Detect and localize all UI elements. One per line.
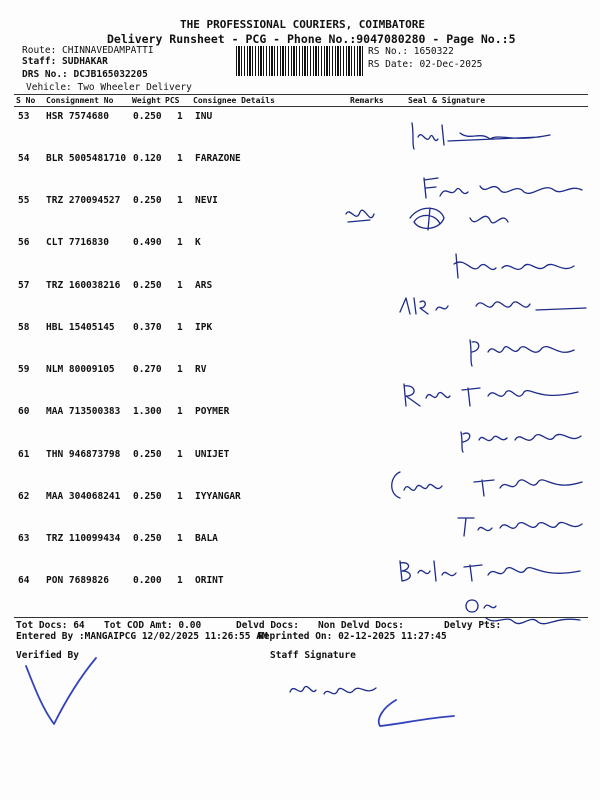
header-divider-top — [14, 94, 588, 95]
row-consignment: NLM 80009105 — [46, 364, 115, 375]
vehicle-label: Vehicle: Two Wheeler Delivery — [26, 82, 192, 93]
approval-tick-mark — [370, 694, 460, 734]
signature-row-56 — [450, 250, 590, 282]
total-cod-amount: Tot COD Amt: 0.00 — [104, 620, 202, 631]
col-consignee: Consignee Details — [193, 96, 275, 105]
row-consignee: BALA — [195, 533, 218, 544]
row-consignee: RV — [195, 364, 207, 375]
row-pcs: 1 — [177, 237, 183, 248]
row-sno: 60 — [18, 406, 30, 417]
signature-row-61 — [386, 466, 586, 502]
row-pcs: 1 — [177, 533, 183, 544]
row-weight: 0.200 — [133, 575, 162, 586]
row-sno: 59 — [18, 364, 30, 375]
verified-by-signature — [20, 652, 100, 732]
row-consignment: TRZ 160038216 — [46, 280, 121, 291]
col-seal-signature: Seal & Signature — [408, 96, 486, 105]
reprinted-on: Reprinted On: 02-12-2025 11:27:45 — [258, 631, 447, 642]
barcode — [236, 46, 364, 76]
row-sno: 58 — [18, 322, 30, 333]
signature-row-60 — [455, 422, 585, 454]
row-consignee: INU — [195, 111, 213, 122]
col-weight: Weight — [132, 96, 161, 105]
entered-by: Entered By :MANGAIPCG 12/02/2025 11:26:55 AM — [16, 631, 268, 642]
delivered-docs: Delvd Docs: — [236, 620, 299, 631]
row-consignment: MAA 304068241 — [46, 491, 121, 502]
row-consignment: CLT 7716830 — [46, 237, 109, 248]
row-weight: 0.250 — [133, 195, 162, 206]
row-pcs: 1 — [177, 153, 183, 164]
row-weight: 0.250 — [133, 491, 162, 502]
row-pcs: 1 — [177, 280, 183, 291]
row-weight: 0.120 — [133, 153, 162, 164]
row-weight: 0.250 — [133, 449, 162, 460]
row-sno: 63 — [18, 533, 30, 544]
signature-row-62 — [454, 510, 584, 544]
rs-date: RS Date: 02-Dec-2025 — [368, 59, 483, 70]
row-consignee: POYMER — [195, 406, 230, 417]
row-pcs: 1 — [177, 406, 183, 417]
table-row — [0, 153, 600, 167]
row-weight: 0.370 — [133, 322, 162, 333]
row-sno: 54 — [18, 153, 30, 164]
footer-divider — [14, 617, 588, 618]
col-remarks: Remarks — [350, 96, 384, 105]
row-consignment: TRZ 270094527 — [46, 195, 121, 206]
row-pcs: 1 — [177, 322, 183, 333]
row-consignee: FARAZONE — [195, 153, 241, 164]
row-consignment: THN 946873798 — [46, 449, 121, 460]
route-label: Route: CHINNAVEDAMPATTI — [22, 45, 154, 56]
row-consignment: MAA 713500383 — [46, 406, 121, 417]
row-weight: 0.490 — [133, 237, 162, 248]
row-consignee: NEVI — [195, 195, 218, 206]
verified-by-label: Verified By — [16, 650, 79, 661]
row-consignment: HSR 7574680 — [46, 111, 109, 122]
col-consignment: Consignment No — [46, 96, 114, 105]
row-pcs: 1 — [177, 575, 183, 586]
row-sno: 55 — [18, 195, 30, 206]
row-pcs: 1 — [177, 111, 183, 122]
row-sno: 57 — [18, 280, 30, 291]
row-consignee: K — [195, 237, 201, 248]
runsheet-subtitle: Delivery Runsheet - PCG - Phone No.:9047080280 - Page No.:5 — [107, 32, 516, 46]
staff-label: Staff: SUDHAKAR — [22, 56, 108, 67]
row-sno: 56 — [18, 237, 30, 248]
row-consignee: UNIJET — [195, 449, 230, 460]
row-sno: 62 — [18, 491, 30, 502]
row-consignment: PON 7689826 — [46, 575, 109, 586]
col-sno: S No — [16, 96, 36, 105]
row-consignee: ARS — [195, 280, 213, 291]
delivery-points: Delvy Pts: — [444, 620, 502, 631]
row-weight: 1.300 — [133, 406, 162, 417]
drs-label: DRS No.: DCJB165032205 — [22, 69, 148, 80]
row-consignee: ORINT — [195, 575, 224, 586]
row-weight: 0.250 — [133, 111, 162, 122]
signature-row-54 — [420, 172, 590, 202]
company-title: THE PROFESSIONAL COURIERS, COIMBATORE — [180, 18, 426, 31]
signature-row-55 — [340, 200, 540, 240]
rs-number: RS No.: 1650322 — [368, 46, 454, 57]
row-pcs: 1 — [177, 449, 183, 460]
total-docs: Tot Docs: 64 — [16, 620, 85, 631]
row-pcs: 1 — [177, 195, 183, 206]
staff-signature-label: Staff Signature — [270, 650, 356, 661]
row-pcs: 1 — [177, 491, 183, 502]
row-consignee: IYYANGAR — [195, 491, 241, 502]
row-sno: 53 — [18, 111, 30, 122]
signature-row-53 — [400, 115, 560, 155]
row-weight: 0.250 — [133, 533, 162, 544]
row-consignment: BLR 5005481710 — [46, 153, 127, 164]
row-consignment: HBL 15405145 — [46, 322, 115, 333]
signature-row-57 — [396, 292, 592, 326]
staff-signature — [284, 676, 384, 706]
row-consignment: TRZ 110099434 — [46, 533, 121, 544]
row-sno: 61 — [18, 449, 30, 460]
header-divider-bottom — [14, 106, 588, 107]
signature-row-58 — [464, 334, 584, 370]
non-delivered-docs: Non Delvd Docs: — [318, 620, 404, 631]
signature-row-59 — [398, 378, 584, 412]
row-weight: 0.270 — [133, 364, 162, 375]
row-weight: 0.250 — [133, 280, 162, 291]
row-consignee: IPK — [195, 322, 213, 333]
row-pcs: 1 — [177, 364, 183, 375]
row-sno: 64 — [18, 575, 30, 586]
col-pcs: PCS — [165, 96, 180, 105]
signature-row-63 — [394, 555, 584, 585]
